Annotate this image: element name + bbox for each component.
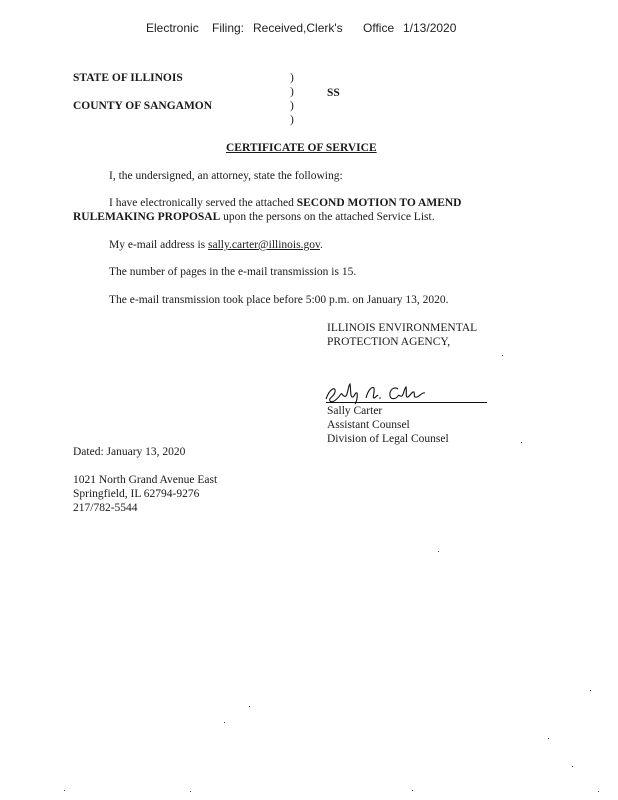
scan-speck xyxy=(548,738,549,739)
venue-bracket-3: ) xyxy=(290,100,294,112)
served-paragraph-line1 xyxy=(109,196,462,210)
scan-speck xyxy=(412,790,413,791)
scan-speck xyxy=(438,551,439,552)
email-pre-text: My e-mail address is xyxy=(109,239,206,251)
venue-state: STATE OF ILLINOIS xyxy=(73,72,183,84)
served-paragraph-line2 xyxy=(73,210,435,224)
served-document-name-2: RULEMAKING PROPOSAL xyxy=(73,211,221,223)
dated-line: Dated: January 13, 2020 xyxy=(73,446,186,458)
email-paragraph xyxy=(109,238,323,252)
header-date: 1/13/2020 xyxy=(403,21,457,35)
pages-paragraph: The number of pages in the e-mail transmission is 15. xyxy=(109,266,357,278)
scan-speck xyxy=(598,791,599,792)
intro-paragraph: I, the undersigned, an attorney, state the following: xyxy=(109,170,343,182)
scan-speck xyxy=(572,766,573,767)
address-phone: 217/782-5544 xyxy=(73,502,138,514)
email-link[interactable]: sally.carter@illinois.gov xyxy=(208,239,320,251)
signatory-division: Division of Legal Counsel xyxy=(327,433,449,445)
header-filing: Filing: xyxy=(212,21,245,35)
signature-line xyxy=(326,402,487,403)
scan-speck xyxy=(224,722,225,723)
served-post-text: upon the persons on the attached Service List. xyxy=(223,211,435,223)
scan-speck xyxy=(590,690,591,691)
signatory-title: Assistant Counsel xyxy=(327,419,410,431)
scan-speck xyxy=(190,791,191,792)
venue-county: COUNTY OF SANGAMON xyxy=(73,100,213,112)
venue-bracket-4: ) xyxy=(290,114,294,126)
scan-speck xyxy=(502,355,503,356)
address-street: 1021 North Grand Avenue East xyxy=(73,474,218,486)
document-title: CERTIFICATE OF SERVICE xyxy=(226,142,377,154)
time-paragraph: The e-mail transmission took place before 5:00 p.m. on January 13, 2020. xyxy=(109,294,449,306)
scan-speck xyxy=(249,706,250,707)
header-received: Received,Clerk's xyxy=(253,21,343,35)
venue-ss: SS xyxy=(327,87,340,99)
served-pre-text: I have electronically served the attached xyxy=(109,197,294,209)
header-office: Office xyxy=(363,21,395,35)
scan-speck xyxy=(521,442,522,443)
venue-bracket-2: ) xyxy=(290,86,294,98)
email-period: . xyxy=(319,239,323,251)
agency-line-2: PROTECTION AGENCY, xyxy=(327,336,451,348)
served-document-name-1: SECOND MOTION TO AMEND xyxy=(296,197,462,209)
address-city: Springfield, IL 62794-9276 xyxy=(73,488,200,500)
venue-bracket-1: ) xyxy=(290,72,294,84)
header-electronic: Electronic xyxy=(146,21,199,35)
scan-speck xyxy=(64,790,65,791)
agency-line-1: ILLINOIS ENVIRONMENTAL xyxy=(327,322,478,334)
signatory-name: Sally Carter xyxy=(327,405,383,417)
